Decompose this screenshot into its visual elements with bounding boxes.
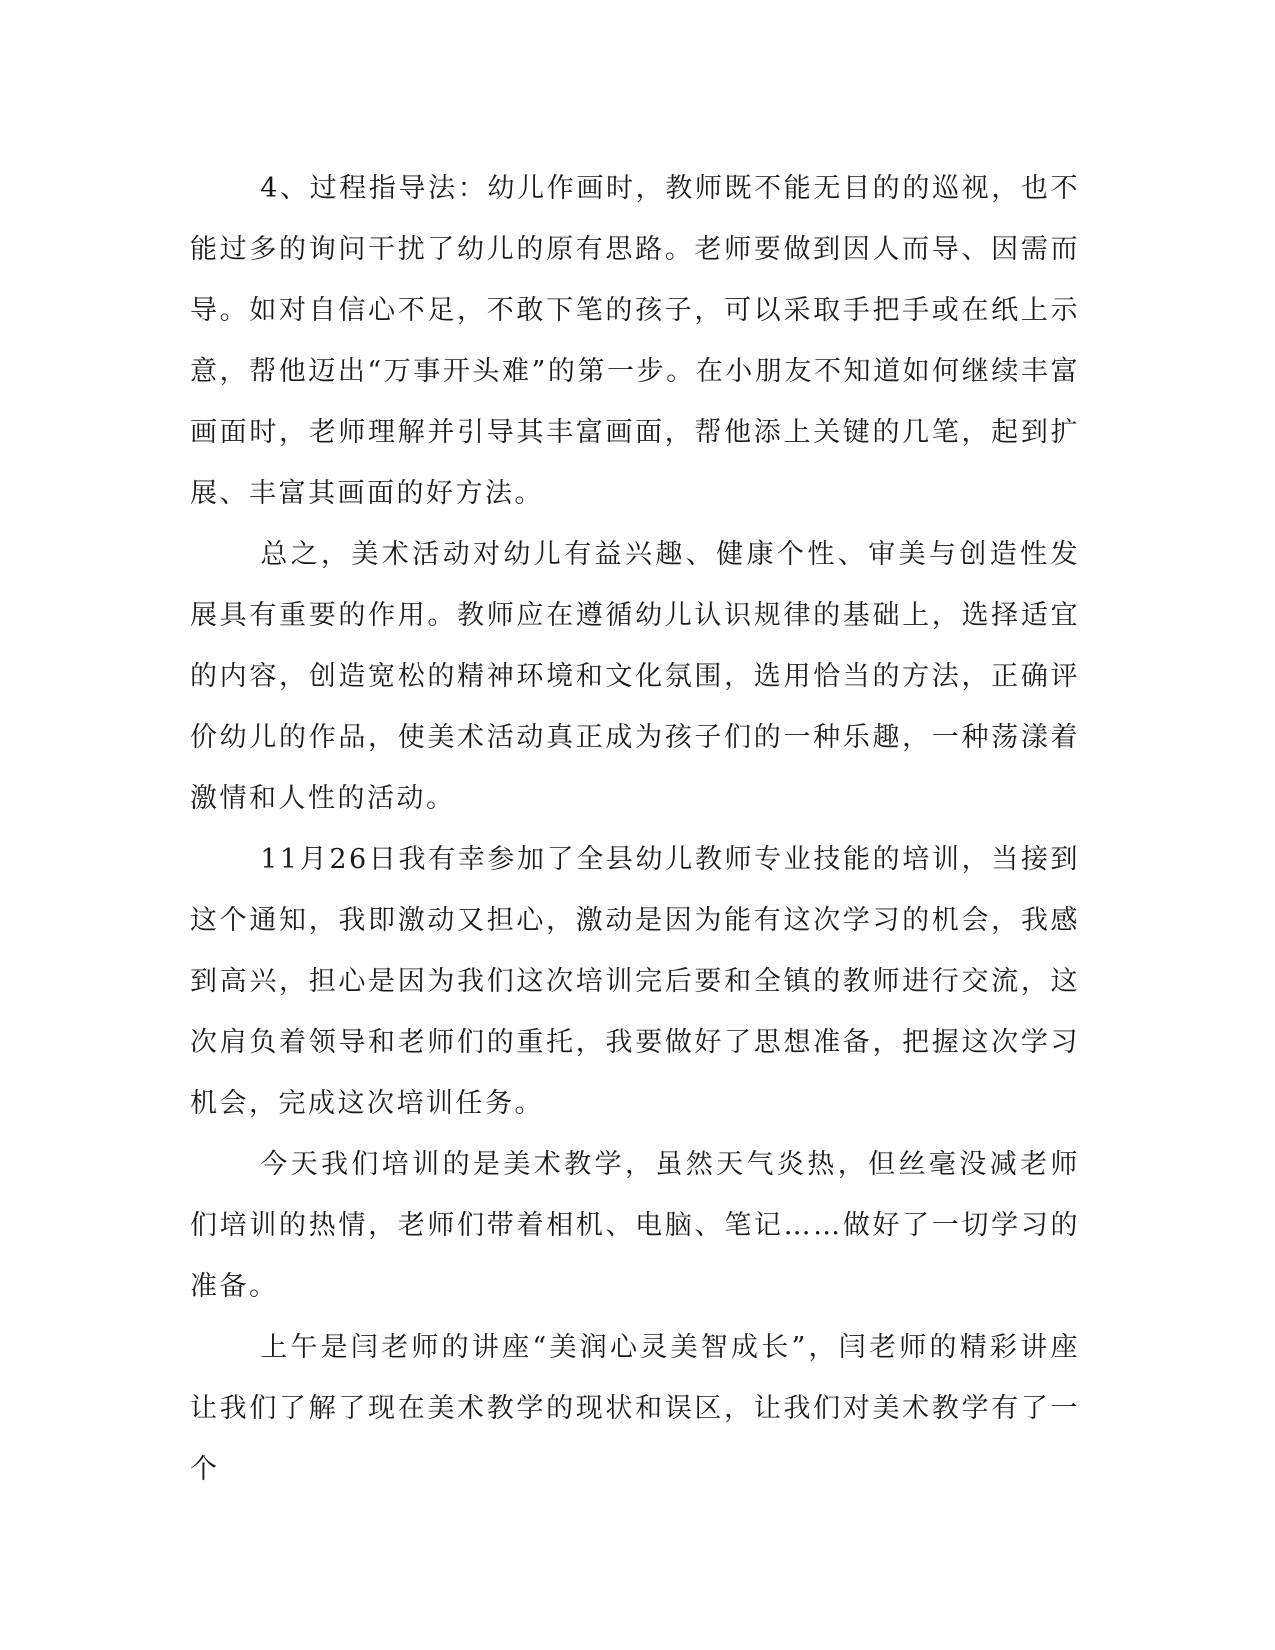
document-body xyxy=(190,158,1080,1500)
paragraph-summary: 总之，美术活动对幼儿有益兴趣、健康个性、审美与创造性发展具有重要的作用。教师应在遵循幼儿认识规律的基础上，选择适宜的内容，创造宽松的精神环境和文化氛围，选用恰当的方法，正确评价幼儿的作品，使美术活动真正成为孩子们的一种乐趣，一种荡漾着激情和人性的活动。 xyxy=(190,539,1080,814)
paragraph-training-notice: 11月26日我有幸参加了全县幼儿教师专业技能的培训，当接到这个通知，我即激动又担心，激动是因为能有这次学习的机会，我感到高兴，担心是因为我们这次培训完后要和全镇的教师进行交流，这次肩负着领导和老师们的重托，我要做好了思想准备，把握这次学习机会，完成这次培训任务。 xyxy=(190,844,1080,1119)
paragraph-morning-lecture: 上午是闫老师的讲座“美润心灵美智成长”，闫老师的精彩讲座让我们了解了现在美术教学的现状和误区，让我们对美术教学有了一个 xyxy=(190,1332,1080,1485)
paragraph-process-guidance: 4、过程指导法：幼儿作画时，教师既不能无目的的巡视，也不能过多的询问干扰了幼儿的原有思路。老师要做到因人而导、因需而导。如对自信心不足，不敢下笔的孩子，可以采取手把手或在纸上示意，帮他迈出“万事开头难”的第一步。在小朋友不知道如何继续丰富画面时，老师理解并引导其丰富画面，帮他添上关键的几笔，起到扩展、丰富其画面的好方法。 xyxy=(190,173,1080,509)
paragraph-training-day: 今天我们培训的是美术教学，虽然天气炎热，但丝毫没减老师们培训的热情，老师们带着相机、电脑、笔记……做好了一切学习的准备。 xyxy=(190,1149,1080,1302)
